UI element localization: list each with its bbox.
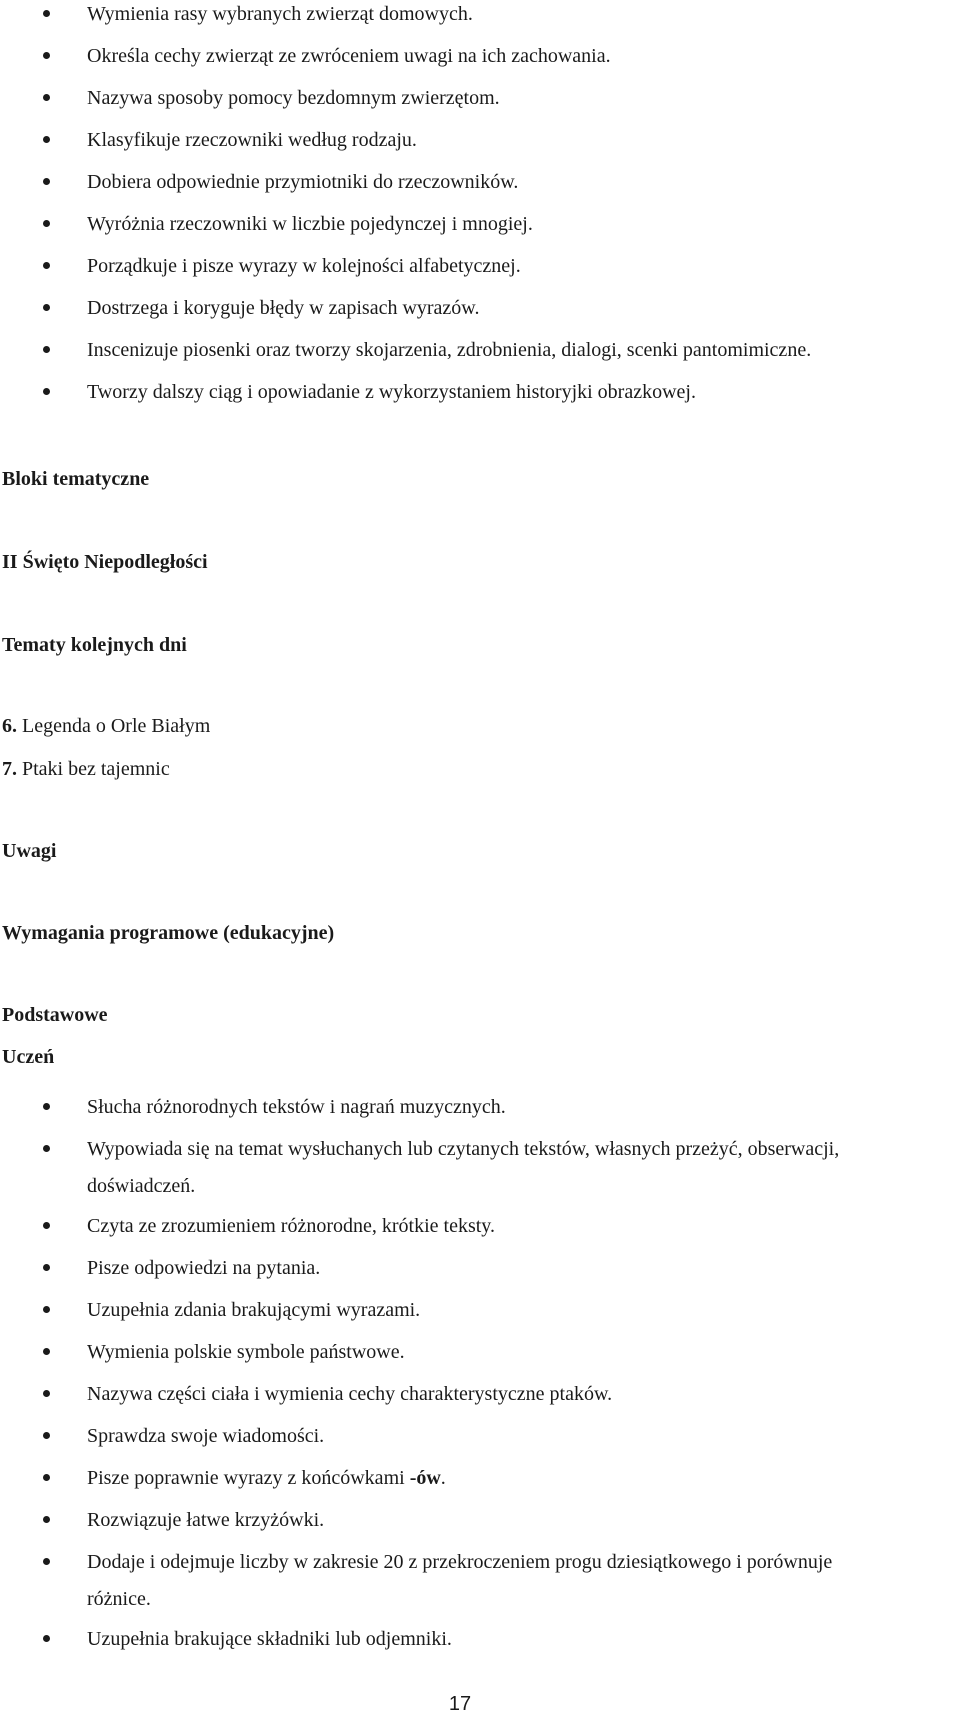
skills-list-top <box>0 0 811 413</box>
list-item-text: Sprawdza swoje wiadomości. <box>87 1425 325 1447</box>
list-item-text-continued: różnice. <box>87 1588 151 1610</box>
bullet-icon <box>43 1558 50 1565</box>
list-item <box>0 0 811 35</box>
list-item-text: Inscenizuje piosenki oraz tworzy skojarzenia, zdrobnienia, dialogi, scenki pantomimiczne. <box>87 339 812 361</box>
list-item <box>0 371 811 413</box>
section-heading-bloki: Bloki tematyczne <box>2 468 150 490</box>
bullet-icon <box>43 1390 50 1397</box>
bullet-icon <box>43 220 50 227</box>
skills-list-bottom <box>0 1086 839 1660</box>
bullet-icon <box>43 1145 50 1152</box>
list-item-text: Rozwiązuje łatwe krzyżówki. <box>87 1509 325 1531</box>
list-item-text: Pisze poprawnie wyrazy z końcówkami <box>87 1467 410 1489</box>
bullet-icon <box>43 304 50 311</box>
bullet-icon <box>43 1264 50 1271</box>
day-number: 7. <box>2 758 17 780</box>
section-heading-wymagania: Wymagania programowe (edukacyjne) <box>2 922 335 944</box>
list-item <box>0 77 811 119</box>
list-item-text: Uzupełnia brakujące składniki lub odjemniki. <box>87 1628 452 1650</box>
list-item-text: Czyta ze zrozumieniem różnorodne, krótkie teksty. <box>87 1215 495 1237</box>
list-item-text: Wymienia rasy wybranych zwierząt domowych. <box>87 3 473 25</box>
bullet-icon <box>43 1306 50 1313</box>
section-heading-uwagi: Uwagi <box>2 840 57 862</box>
bullet-icon <box>43 1474 50 1481</box>
list-item-text: Tworzy dalszy ciąg i opowiadanie z wykorzystaniem historyjki obrazkowej. <box>87 381 696 403</box>
day-title: Ptaki bez tajemnic <box>22 758 170 780</box>
list-item-text: Słucha różnorodnych tekstów i nagrań muzycznych. <box>87 1096 506 1118</box>
bullet-icon <box>43 1432 50 1439</box>
page-number: 17 <box>448 1693 472 1715</box>
list-item-text: Nazywa sposoby pomocy bezdomnym zwierzętom. <box>87 87 500 109</box>
list-item-text: Dobiera odpowiednie przymiotniki do rzeczowników. <box>87 171 519 193</box>
list-item-emphasis: -ów <box>409 1467 441 1489</box>
bullet-icon <box>43 1348 50 1355</box>
list-item <box>0 1086 839 1128</box>
list-item <box>0 1373 839 1415</box>
day-topic <box>2 715 210 738</box>
list-item-text: Klasyfikuje rzeczowniki według rodzaju. <box>87 129 417 151</box>
bullet-icon <box>43 136 50 143</box>
list-item-text: Wymienia polskie symbole państwowe. <box>87 1341 405 1363</box>
list-item <box>0 245 811 287</box>
list-item <box>0 119 811 161</box>
bullet-icon <box>43 388 50 395</box>
list-item <box>0 1499 839 1541</box>
list-item <box>0 329 811 371</box>
bullet-icon <box>43 1516 50 1523</box>
list-item <box>0 203 811 245</box>
bullet-icon <box>43 94 50 101</box>
day-title: Legenda o Orle Białym <box>22 715 211 737</box>
section-heading-podstawowe: Podstawowe <box>2 1004 108 1026</box>
list-item <box>0 35 811 77</box>
list-item-text-continued: doświadczeń. <box>87 1175 196 1197</box>
list-item-text: Określa cechy zwierząt ze zwróceniem uwagi na ich zachowania. <box>87 45 611 67</box>
day-topic <box>2 758 170 781</box>
bullet-icon <box>43 262 50 269</box>
list-item-text: Porządkuje i pisze wyrazy w kolejności alfabetycznej. <box>87 255 521 277</box>
block-title: II Święto Niepodległości <box>2 551 208 573</box>
bullet-icon <box>43 178 50 185</box>
list-item-text: Nazywa części ciała i wymienia cechy charakterystyczne ptaków. <box>87 1383 613 1405</box>
list-item <box>0 1618 839 1660</box>
list-item-text: Pisze odpowiedzi na pytania. <box>87 1257 321 1279</box>
bullet-icon <box>43 1222 50 1229</box>
bullet-icon <box>43 1103 50 1110</box>
bullet-icon <box>43 52 50 59</box>
bullet-icon <box>43 346 50 353</box>
list-item-punctuation: . <box>440 1467 446 1489</box>
list-item <box>0 1415 839 1457</box>
list-item-text: Dostrzega i koryguje błędy w zapisach wyrazów. <box>87 297 480 319</box>
list-item <box>0 287 811 329</box>
section-heading-tematy: Tematy kolejnych dni <box>2 634 187 656</box>
list-item <box>0 1541 839 1618</box>
list-item <box>0 1205 839 1247</box>
list-item <box>0 161 811 203</box>
list-item <box>0 1128 839 1205</box>
bullet-icon <box>43 1635 50 1642</box>
list-item-text: Uzupełnia zdania brakującymi wyrazami. <box>87 1299 421 1321</box>
list-item <box>0 1331 839 1373</box>
list-item-text: Dodaje i odejmuje liczby w zakresie 20 z przekroczeniem progu dziesiątkowego i porównuje <box>87 1551 833 1573</box>
list-item <box>0 1289 839 1331</box>
day-number: 6. <box>2 715 17 737</box>
list-item <box>0 1457 839 1499</box>
bullet-icon <box>43 10 50 17</box>
list-item <box>0 1247 839 1289</box>
list-item-text: Wypowiada się na temat wysłuchanych lub czytanych tekstów, własnych przeżyć, obserwacji, <box>87 1138 840 1160</box>
list-item-text: Wyróżnia rzeczowniki w liczbie pojedynczej i mnogiej. <box>87 213 533 235</box>
section-heading-uczen: Uczeń <box>2 1046 55 1068</box>
